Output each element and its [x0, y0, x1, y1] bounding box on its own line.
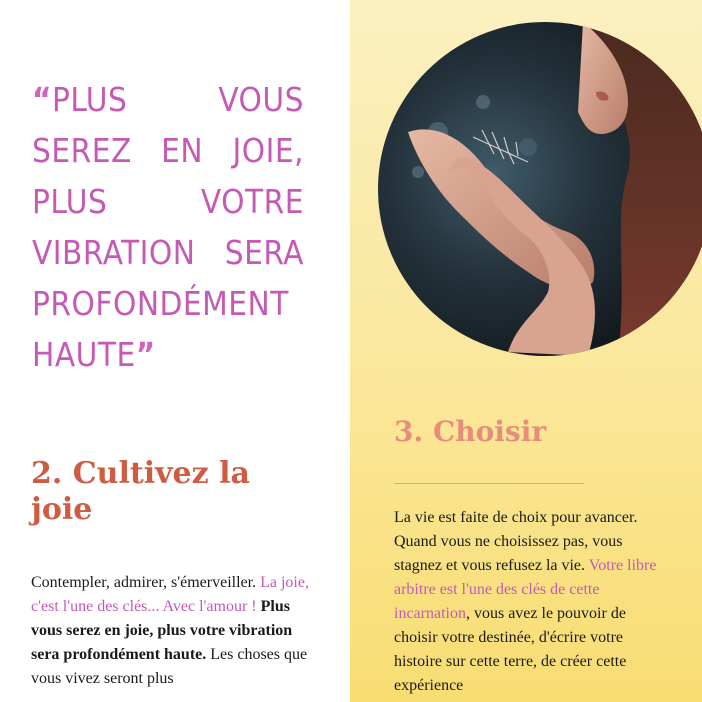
- quote-open-mark: “: [32, 80, 53, 119]
- section-title-cultivez-la-joie: 2. Cultivez la joie: [31, 456, 250, 527]
- section-paragraph-choisir: [394, 506, 666, 698]
- woman-with-feather-photo: [378, 22, 702, 356]
- highlighted-text: Votre libre arbitre est l'une des clés de cette incarnation: [394, 557, 657, 622]
- quote-close-mark: ”: [135, 335, 156, 374]
- bold-text: Plus vous serez en joie, plus votre vibration sera profondément haute.: [31, 598, 293, 663]
- quote-text: PLUS VOUS SEREZ EN JOIE, PLUS VOTRE VIBRATION SERA PROFONDÉMENT HAUTE: [32, 80, 304, 374]
- paragraph-text-continued: Les choses que vous vivez seront plus: [31, 646, 308, 687]
- paragraph-text-continued: , vous avez le pouvoir de choisir votre destinée, d'écrire votre histoire sur cette terre, de créer cette expérience: [394, 605, 627, 694]
- paragraph-text: Contempler, admirer, s'émerveiller.: [31, 574, 257, 591]
- section-paragraph-joie: [31, 571, 316, 691]
- section-title-choisir: 3. Choisir: [394, 415, 547, 448]
- heading-underline: [394, 483, 584, 484]
- highlighted-text: La joie, c'est l'une des clés... Avec l'amour !: [31, 574, 309, 615]
- paragraph-text: La vie est faite de choix pour avancer. Quand vous ne choisissez pas, vous stagnez et vous refusez la vie.: [394, 509, 638, 574]
- pull-quote: [32, 74, 304, 380]
